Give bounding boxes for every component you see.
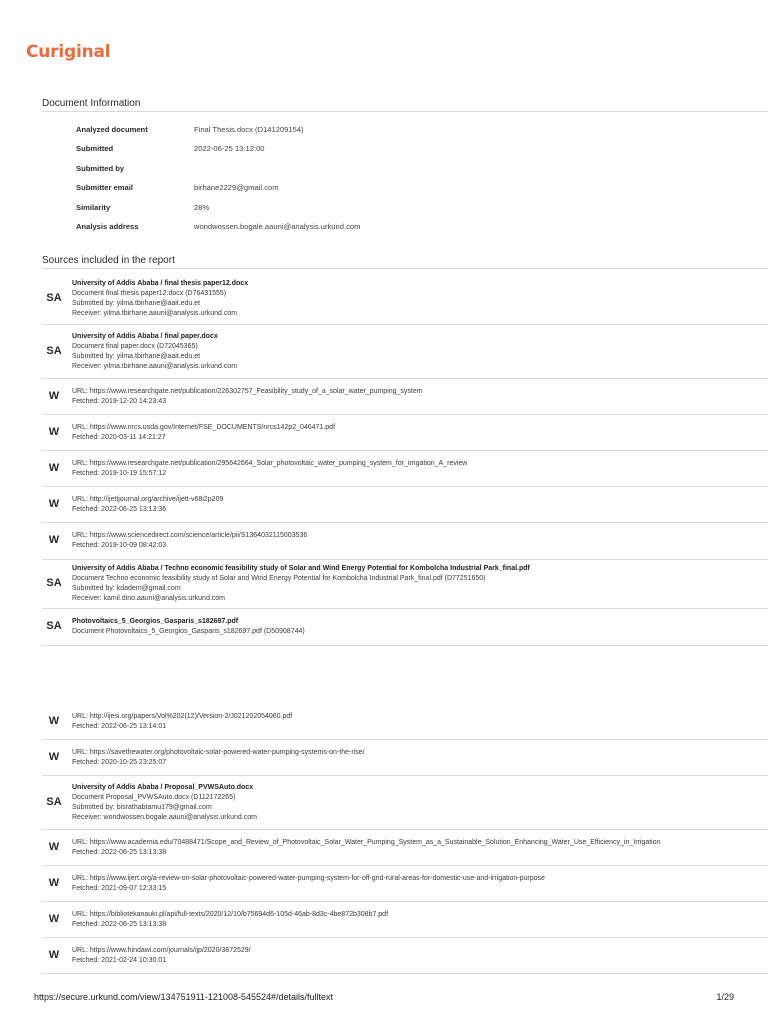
source-detail-line: Submitted by: yilma.tbirhane@aait.edu.et [72,300,201,307]
source-detail-line: Document final thesis paper12.docx (D76431555) [72,290,227,297]
source-details [72,946,768,966]
source-detail-line: Fetched: 2020-03-11 14:21:27 [72,434,166,441]
source-detail-line: Document final paper.docx (D72045365) [72,343,198,350]
source-details [72,459,768,479]
source-detail-line: Fetched: 2022-06-25 13:13:36 [72,506,167,513]
info-label: Submitted by [76,163,125,173]
web-source-badge: W [48,751,60,763]
source-title[interactable]: URL: https://savethewater.org/photovoltaic-solar-powered-water-pumping-systems-on-the-rise/ [72,749,365,756]
source-item[interactable] [42,830,768,866]
info-value: 2022-06-25 13:12:00 [194,144,265,154]
source-title[interactable]: URL: https://www.academia.edu/70488471/Scope_and_Review_of_Photovoltaic_Solar_Water_Pumping_System_as_a_Sustainable_Solution_Enhancing_Water_Use_Efficiency_in_Irrigation [72,839,661,846]
web-source-badge: W [48,841,60,853]
source-detail-line: Receiver: yilma.tbirhane.aauni@analysis.urkund.com [72,310,238,317]
source-item[interactable] [42,938,768,974]
source-details [72,712,768,732]
source-detail-line: Fetched: 2022-06-25 13:13:38 [72,849,167,856]
info-label: Analyzed document [76,125,148,134]
footer-url[interactable]: https://secure.urkund.com/view/134751911-121008-545524#/details/fulltext [34,992,334,1002]
source-detail-line: Submitted by: bisrathabtamu179@gmail.com [72,804,212,811]
web-source-badge: W [48,426,60,438]
web-source-badge: W [48,877,60,889]
source-detail-line: Fetched: 2020-10-25 23:25:07 [72,759,167,766]
source-item[interactable] [42,273,768,325]
source-title[interactable]: University of Addis Ababa / final thesis paper12.docx [72,280,249,287]
web-source-badge: W [48,949,60,961]
source-details [72,423,768,443]
source-title[interactable]: URL: https://bibliotekanauki.pl/api/full-texts/2020/12/10/b75694d6-105d-46ab-8d3c-4be872b308b7.pdf [72,911,389,918]
source-item[interactable] [42,776,768,830]
source-details [72,874,768,894]
source-detail-line: Submitted by: yilma.tbirhane@aait.edu.et [72,353,201,360]
info-value: wondwossen.bogale.aauni@analysis.urkund.com [194,221,361,231]
web-source-badge: W [48,498,60,510]
source-details [72,617,768,637]
source-item[interactable] [42,379,768,415]
student-archive-badge: SA [46,620,62,632]
info-value: birhane2229@gmail.com [194,183,279,193]
source-detail-line: Submitted by: kdadem@gmail.com [72,585,181,592]
web-source-badge: W [48,462,60,474]
student-archive-badge: SA [46,345,62,357]
source-detail-line: Receiver: wondwossen.bogale.aauni@analysis.urkund.com [72,814,257,821]
student-archive-badge: SA [46,577,62,589]
source-details [72,910,768,930]
source-title[interactable]: Photovoltaics_5_Georgios_Gasparis_s182697.pdf [72,618,239,625]
info-label: Submitted [76,144,114,154]
source-title[interactable]: University of Addis Ababa / Techno economic feasibility study of Solar and Wind Energy Potential for Kombolcha Industrial Park_final.pdf [72,565,530,572]
source-item[interactable] [42,523,768,560]
source-details [72,748,768,768]
curiginal-logo: Curiginal [26,42,111,62]
source-detail-line: Fetched: 2022-06-25 13:13:38 [72,921,167,928]
source-title[interactable]: URL: http://ijesi.org/papers/Vol%202(12)/Version-2/J021202054060.pdf [72,713,293,720]
source-detail-line: Document Proposal_PVWSAuto.docx (D112172265) [72,794,236,801]
divider [42,111,768,112]
source-details [72,332,768,372]
web-source-badge: W [48,715,60,727]
source-detail-line: Fetched: 2022-06-25 13:14:01 [72,723,167,730]
source-item[interactable] [42,560,768,609]
source-detail-line: Fetched: 2019-12-20 14:23:43 [72,398,167,405]
source-title[interactable]: University of Addis Ababa / final paper.docx [72,333,218,340]
info-label: Submitter email [76,183,133,193]
sources-heading: Sources included in the report [42,255,175,266]
source-item[interactable] [42,415,768,451]
source-item[interactable] [42,609,768,646]
source-title[interactable]: URL: https://www.sciencedirect.com/science/article/pii/S1364032115003536 [72,532,308,539]
source-item[interactable] [42,704,768,740]
source-details [72,564,768,604]
source-title[interactable]: URL: https://www.hindawi.com/journals/ijp/2020/3872529/ [72,947,251,954]
source-title[interactable]: URL: https://www.nrcs.usda.gov/Internet/FSE_DOCUMENTS/nrcs142p2_046471.pdf [72,424,336,431]
source-title[interactable]: URL: https://www.researchgate.net/publication/226302757_Feasibility_study_of_a_solar_water_pumping_system [72,388,423,395]
source-title[interactable]: University of Addis Ababa / Proposal_PVWSAuto.docx [72,784,254,791]
source-item[interactable] [42,487,768,523]
source-details [72,531,768,551]
source-details [72,279,768,319]
info-label: Analysis address [76,221,139,231]
source-item[interactable] [42,866,768,902]
source-details [72,838,768,858]
source-title[interactable]: URL: https://www.researchgate.net/publication/295642664_Solar_photovoltaic_water_pumping_system_for_irrigation_A_review [72,460,468,467]
source-title[interactable]: URL: https://www.ijert.org/a-review-on-solar-photovoltaic-powered-water-pumping-system-for-off-grid-rural-areas-for-domestic-use-and-irrigation-purpose [72,875,545,882]
web-source-badge: W [48,390,60,402]
info-value: Final Thesis.docx (D141209154) [194,125,304,134]
source-item[interactable] [42,325,768,379]
divider [42,268,768,269]
source-detail-line: Fetched: 2021-02-24 10:30:01 [72,957,167,964]
source-item[interactable] [42,451,768,487]
source-item[interactable] [42,902,768,938]
info-value: 28% [194,202,210,212]
student-archive-badge: SA [46,292,62,304]
source-details [72,495,768,515]
source-title[interactable]: URL: http://ijettjournal.org/archive/ijett-v68i2p209 [72,496,224,503]
source-item[interactable] [42,740,768,776]
info-label: Similarity [76,202,111,212]
web-source-badge: W [48,913,60,925]
student-archive-badge: SA [46,796,62,808]
source-detail-line: Fetched: 2019-10-19 15:57:12 [72,470,167,477]
source-details [72,387,768,407]
source-detail-line: Receiver: kamil.dino.aauni@analysis.urkund.com [72,595,226,602]
source-detail-line: Fetched: 2019-10-09 08:42:03 [72,542,167,549]
web-source-badge: W [48,534,60,546]
source-details [72,783,768,823]
document-information-heading: Document Information [42,98,141,109]
source-detail-line: Document Photovoltaics_5_Georgios_Gasparis_s182697.pdf (D50908744) [72,628,305,635]
page-number: 1/29 [716,992,734,1002]
source-detail-line: Receiver: yilma.tbirhane.aauni@analysis.urkund.com [72,363,238,370]
source-detail-line: Fetched: 2021-09-07 12:33:15 [72,885,167,892]
source-detail-line: Document Techno economic feasibility study of Solar and Wind Energy Potential for Kombolcha Industrial Park_final.pdf (D77251650) [72,575,486,582]
